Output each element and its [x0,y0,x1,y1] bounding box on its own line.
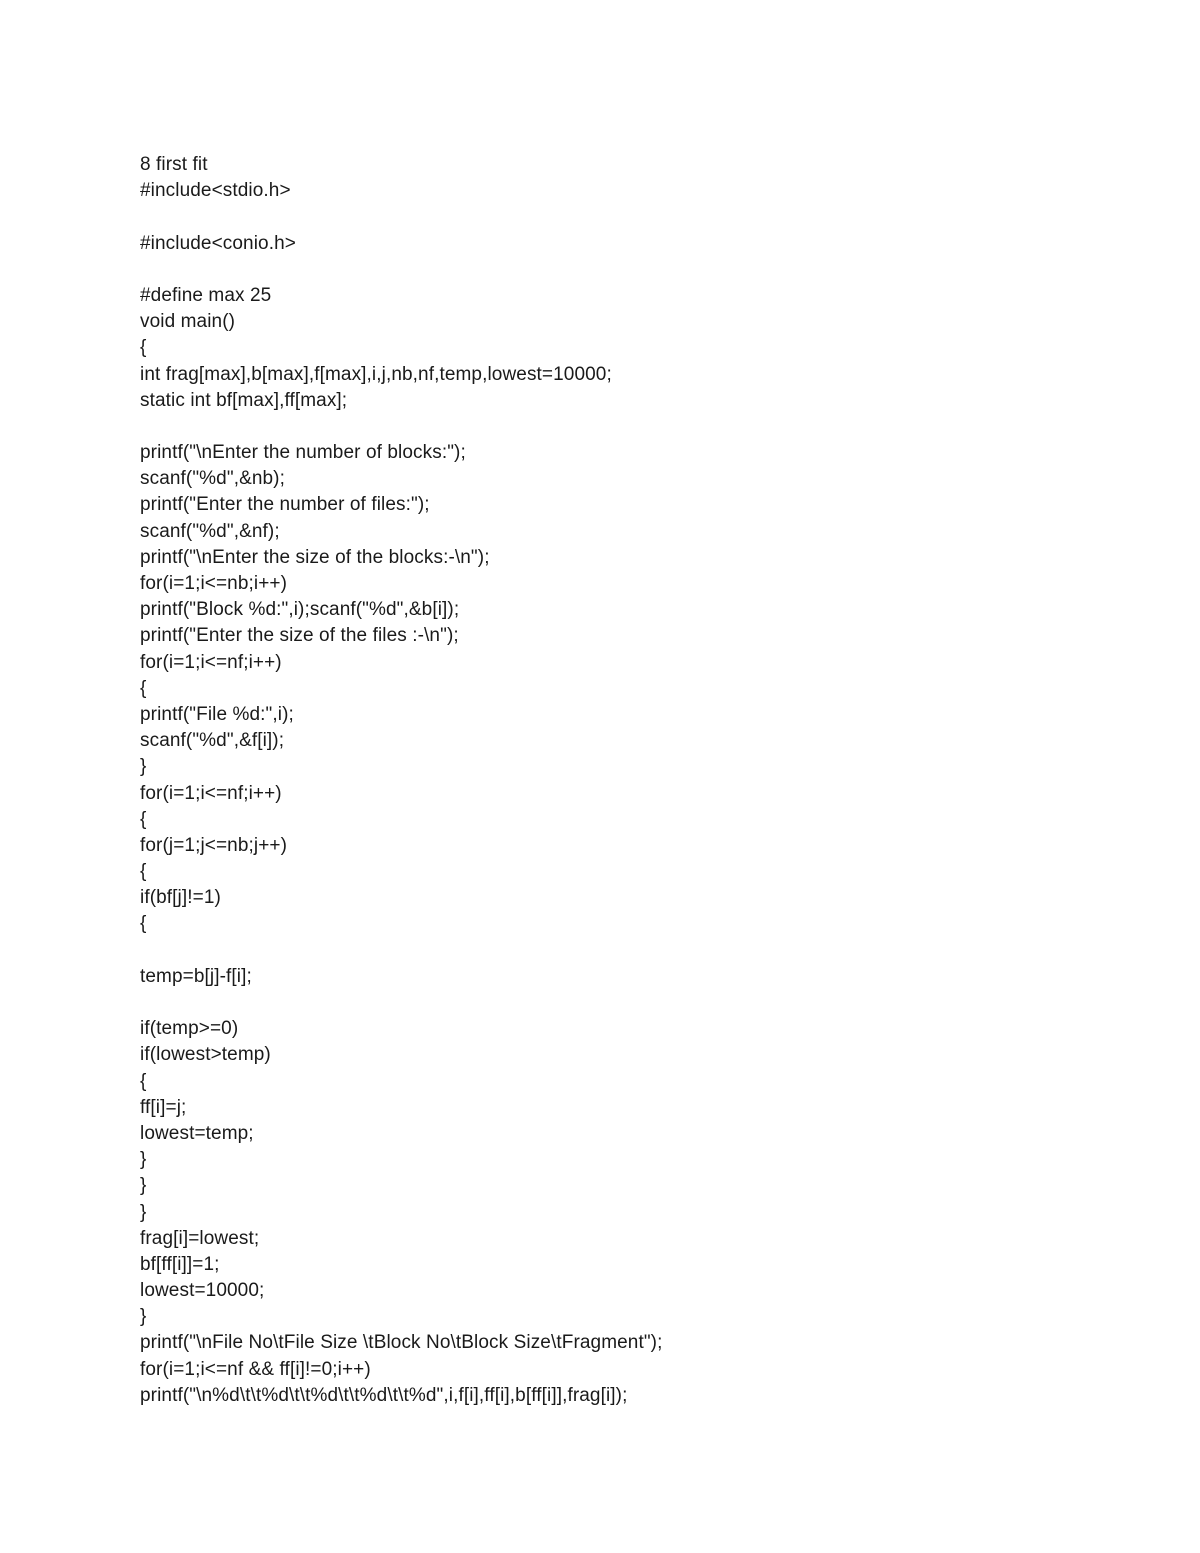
blank-line [140,414,1140,440]
code-line: int frag[max],b[max],f[max],i,j,nb,nf,temp,lowest=10000; [140,363,612,385]
blank-line [140,938,1140,964]
code-line: scanf("%d",&nb); [140,468,285,490]
code-line: if(lowest>temp) [140,1044,271,1066]
code-line: bf[ff[i]]=1; [140,1253,220,1275]
code-line: static int bf[max],ff[max]; [140,389,348,411]
code-line: for(i=1;i<=nf;i++) [140,782,282,804]
code-line: scanf("%d",&f[i]); [140,730,285,752]
code-line: } [140,756,147,778]
code-line: lowest=10000; [140,1280,265,1302]
code-line: frag[i]=lowest; [140,1227,260,1249]
code-line: for(i=1;i<=nb;i++) [140,573,288,594]
code-line: printf("\n%d\t\t%d\t\t%d\t\t%d\t\t%d",i,f[i],ff[i],b[ff[i]],frag[i]); [140,1384,628,1406]
code-line: } [140,1149,147,1171]
code-line: for(i=1;i<=nf;i++) [140,651,282,673]
code-line: printf("Enter the number of files:"); [140,494,430,516]
code-line: { [140,808,147,830]
code-line: #include<conio.h> [140,232,296,254]
blank-line [140,990,1140,1016]
code-line: 8 first fit [140,154,208,175]
code-line: void main() [140,311,236,333]
code-line: printf("\nEnter the size of the blocks:-\n"); [140,546,490,568]
blank-line [140,204,1140,230]
code-line: temp=b[j]-f[i]; [140,965,252,987]
code-line: if(temp>=0) [140,1018,239,1040]
code-line: printf("Enter the size of the files :-\n"); [140,625,459,647]
code-line: } [140,1306,147,1328]
code-line: printf("Block %d:",i);scanf("%d",&b[i]); [140,599,460,621]
code-line: } [140,1175,147,1197]
code-line: for(j=1;j<=nb;j++) [140,834,288,856]
code-line: { [140,913,147,935]
code-line: ff[i]=j; [140,1096,187,1118]
code-line: { [140,861,147,883]
code-line: printf("File %d:",i); [140,703,294,725]
code-line: } [140,1201,147,1223]
code-line: #define max 25 [140,284,272,306]
code-line: for(i=1;i<=nf && ff[i]!=0;i++) [140,1358,371,1380]
code-line: { [140,677,147,699]
code-line: { [140,337,147,359]
code-line: lowest=temp; [140,1122,254,1144]
code-line: { [140,1070,147,1092]
code-line: scanf("%d",&nf); [140,520,280,542]
code-line: printf("\nEnter the number of blocks:"); [140,442,466,464]
code-line: #include<stdio.h> [140,180,291,202]
code-listing [140,152,1140,1409]
blank-line [140,257,1140,283]
code-line: if(bf[j]!=1) [140,887,221,909]
code-line: printf("\nFile No\tFile Size \tBlock No\tBlock Size\tFragment"); [140,1332,663,1354]
